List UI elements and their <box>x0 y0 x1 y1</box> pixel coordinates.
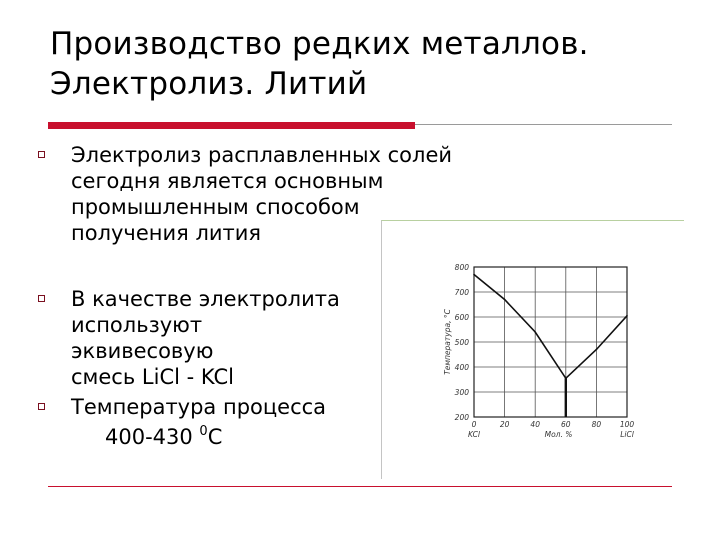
y-axis-label: Температура, °С <box>443 309 452 375</box>
temperature-unit: C <box>207 425 223 449</box>
temperature-degree: 0 <box>199 424 208 439</box>
data-point <box>504 299 506 301</box>
y-tick-label: 200 <box>454 413 469 422</box>
bullet-text-line: сегодня является основным <box>71 169 384 193</box>
x-tick-label: 60 <box>561 420 571 429</box>
data-point <box>596 349 598 351</box>
x-tick-label: 0 <box>471 420 477 429</box>
data-point <box>473 274 475 276</box>
bullet-text-line: Электролиз расплавленных солей <box>71 143 453 167</box>
square-bullet-icon <box>38 295 45 302</box>
data-point <box>534 331 536 333</box>
x-tick-label: 80 <box>591 420 602 429</box>
slide-title <box>50 24 670 104</box>
phase-diagram-chart <box>382 221 684 479</box>
y-tick-label: 300 <box>454 388 469 397</box>
x-end-label-kcl: KCl <box>467 430 481 439</box>
title-line-2: Электролиз. Литий <box>50 66 368 102</box>
y-tick-label: 400 <box>454 363 469 372</box>
y-tick-label: 500 <box>454 338 469 347</box>
x-axis-label: Мол. % <box>544 430 573 439</box>
bullet-text-line: Температура процесса <box>71 395 327 419</box>
x-tick-label: 20 <box>499 420 510 429</box>
y-tick-label: 700 <box>454 288 469 297</box>
y-tick-label: 600 <box>454 313 469 322</box>
square-bullet-icon <box>38 151 45 158</box>
bullet-text-line: используют <box>71 313 203 337</box>
bullet-text-line: эквивесовую <box>71 339 214 363</box>
bullet-text-line: смесь LiCl - KCl <box>71 365 234 389</box>
data-point <box>626 315 628 317</box>
title-accent-bar <box>48 122 415 129</box>
temperature-range <box>71 420 401 450</box>
liquidus-curve <box>474 275 627 379</box>
square-bullet-icon <box>38 403 45 410</box>
x-end-label-licl: LiCl <box>620 430 634 439</box>
y-tick-label: 800 <box>454 263 469 272</box>
bullet-text-line: промышленным способом <box>71 195 360 219</box>
x-tick-label: 40 <box>530 420 540 429</box>
temperature-value: 400-430 <box>105 425 200 449</box>
bullet-text-line: получения лития <box>71 221 262 245</box>
bullet-text-line: В качестве электролита <box>71 287 340 311</box>
x-tick-label: 100 <box>619 420 635 429</box>
footer-divider <box>48 486 672 487</box>
title-line-1: Производство редких металлов. <box>50 26 589 62</box>
phase-diagram-panel <box>381 220 684 479</box>
